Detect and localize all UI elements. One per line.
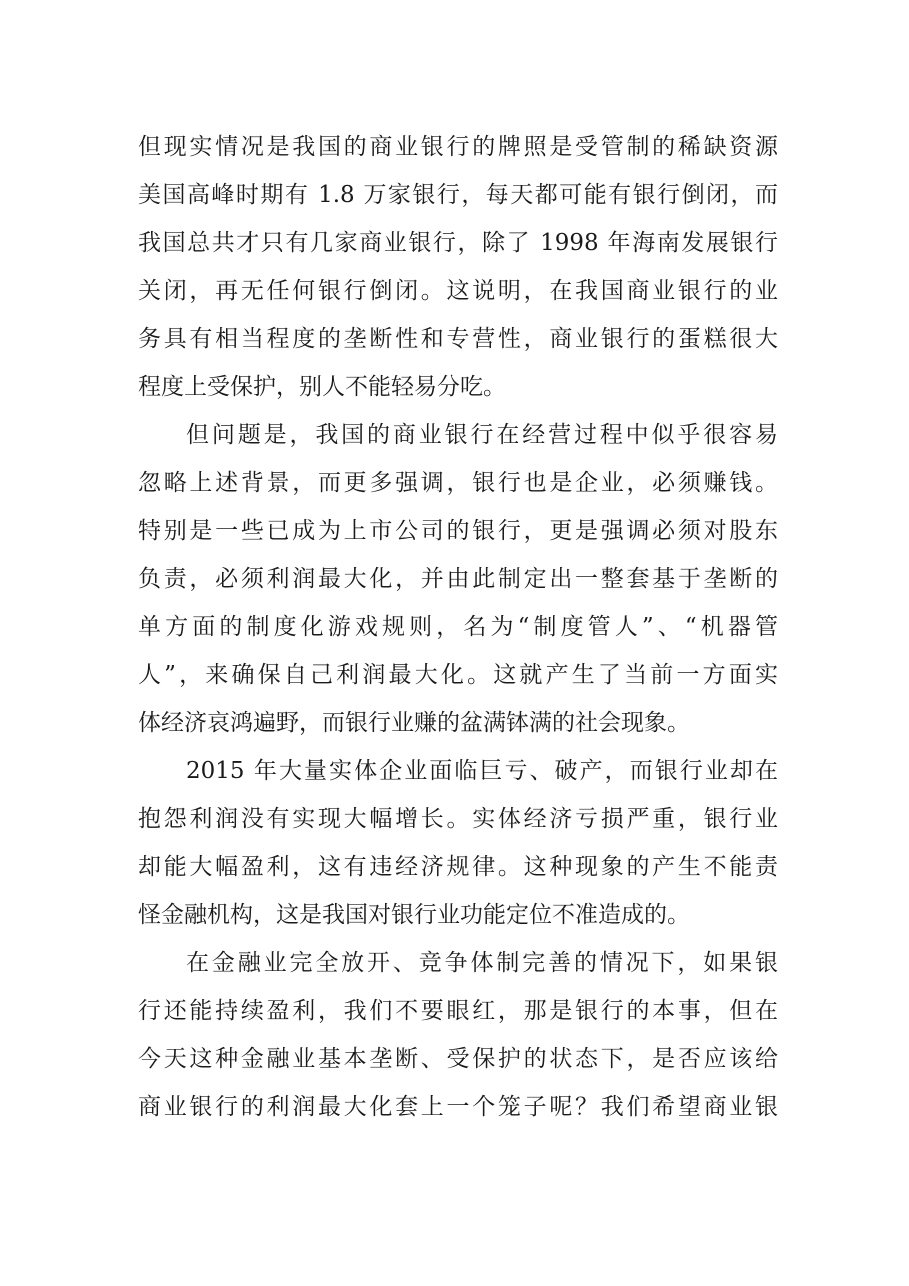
text-line: 但问题是，我国的商业银行在经营过程中似乎很容易 xyxy=(186,422,778,448)
text-line: 人”，来确保自己利润最大化。这就产生了当前一方面实 xyxy=(138,662,778,688)
text-line: 我国总共才只有几家商业银行，除了 1998 年海南发展银行 xyxy=(138,230,778,256)
text-line: 怪金融机构，这是我国对银行业功能定位不准造成的。 xyxy=(138,902,690,928)
text-line: 商业银行的利润最大化套上一个笼子呢？我们希望商业银 xyxy=(138,1094,778,1120)
text-line: 2015 年大量实体企业面临巨亏、破产，而银行业却在 xyxy=(186,758,778,784)
text-line: 今天这种金融业基本垄断、受保护的状态下，是否应该给 xyxy=(138,1046,778,1072)
text-line: 却能大幅盈利，这有违经济规律。这种现象的产生不能责 xyxy=(138,854,778,880)
text-line: 特别是一些已成为上市公司的银行，更是强调必须对股东 xyxy=(138,518,778,544)
text-line: 忽略上述背景，而更多强调，银行也是企业，必须赚钱。 xyxy=(138,470,778,496)
text-line: 行还能持续盈利，我们不要眼红，那是银行的本事，但在 xyxy=(138,998,778,1024)
text-line: 负责，必须利润最大化，并由此制定出一整套基于垄断的 xyxy=(138,566,778,592)
text-line: 但现实情况是我国的商业银行的牌照是受管制的稀缺资源 xyxy=(138,134,778,160)
text-line: 单方面的制度化游戏规则，名为“制度管人”、“机器管 xyxy=(138,614,778,640)
text-line: 关闭，再无任何银行倒闭。这说明，在我国商业银行的业 xyxy=(138,278,778,304)
text-line: 程度上受保护，别人不能轻易分吃。 xyxy=(138,374,506,400)
text-line: 美国高峰时期有 1.8 万家银行，每天都可能有银行倒闭，而 xyxy=(138,182,778,208)
text-line: 抱怨利润没有实现大幅增长。实体经济亏损严重，银行业 xyxy=(138,806,778,832)
document-body xyxy=(138,123,778,1131)
text-line: 务具有相当程度的垄断性和专营性，商业银行的蛋糕很大 xyxy=(138,326,778,352)
text-line: 在金融业完全放开、竞争体制完善的情况下，如果银 xyxy=(186,950,778,976)
text-line: 体经济哀鸿遍野，而银行业赚的盆满钵满的社会现象。 xyxy=(138,710,690,736)
